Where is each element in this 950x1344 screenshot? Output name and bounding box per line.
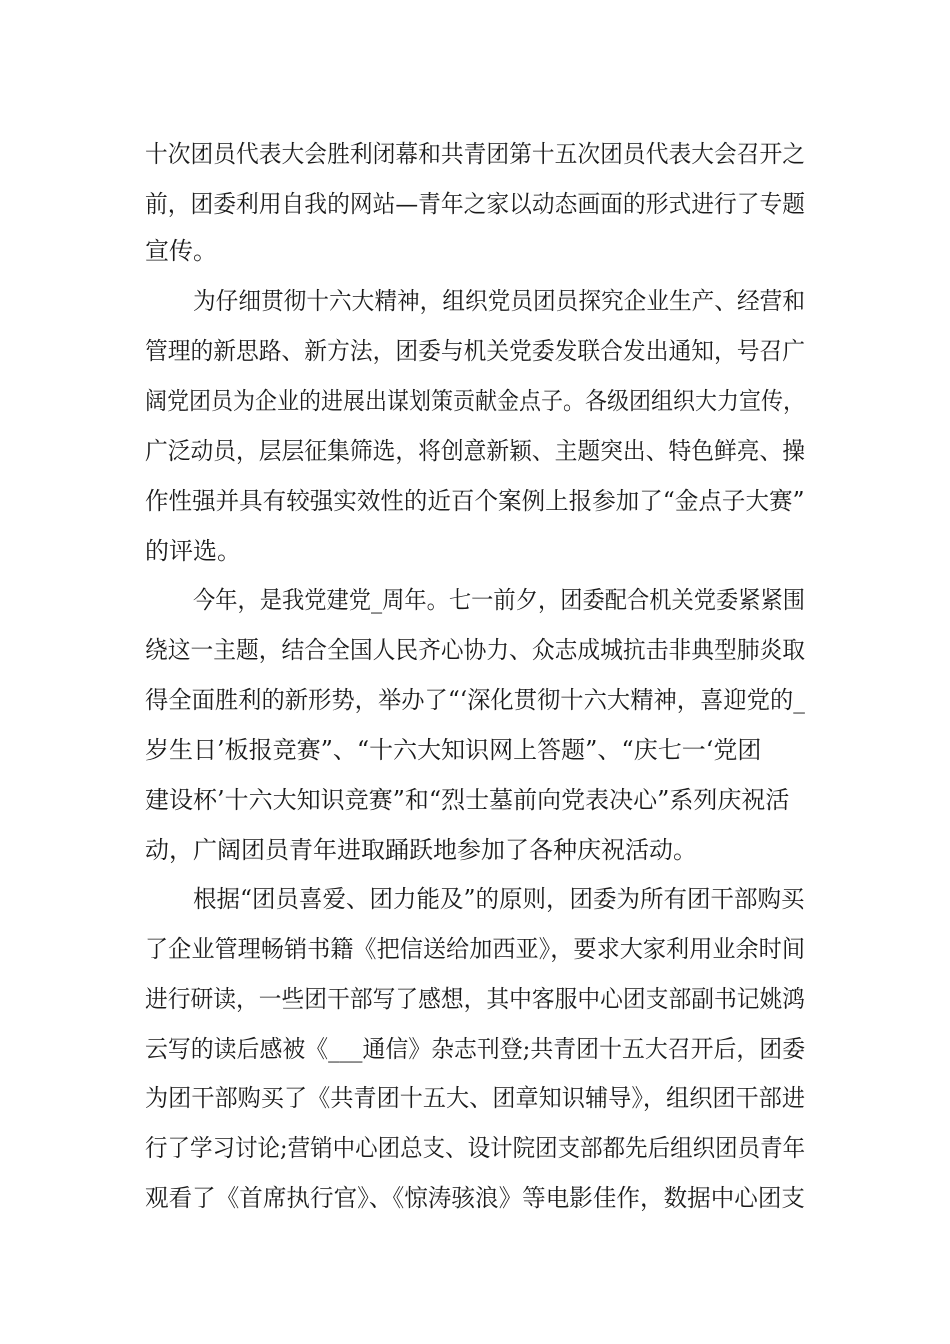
paragraph-4-line-3: 进行研读，一些团干部写了感想，其中客服中心团支部副书记姚鸿 (145, 985, 805, 1013)
paragraph-1-line-2: 前，团委利用自我的网站—青年之家以动态画面的形式进行了专题 (145, 190, 805, 218)
paragraph-2-line-2: 管理的新思路、新方法，团委与机关党委发联合发出通知，号召广 (145, 337, 805, 365)
paragraph-4-line-5: 为团干部购买了《共青团十五大、团章知识辅导》，组织团干部进 (145, 1084, 805, 1112)
paragraph-1-line-1: 十次团员代表大会胜利闭幕和共青团第十五次团员代表大会召开之 (145, 140, 805, 168)
paragraph-3-line-1: 今年，是我党建党_周年。七一前夕，团委配合机关党委紧紧围 (193, 586, 805, 614)
paragraph-2-line-4: 广泛动员，层层征集筛选，将创意新颖、主题突出、特色鲜亮、操 (145, 437, 805, 465)
paragraph-4-line-1: 根据“团员喜爱、团力能及”的原则，团委为所有团干部购买 (193, 885, 805, 913)
paragraph-2-line-5: 作性强并具有较强实效性的近百个案例上报参加了“金点子大赛” (145, 487, 805, 515)
paragraph-1-line-3: 宣传。 (145, 237, 217, 265)
paragraph-2-line-1: 为仔细贯彻十六大精神，组织党员团员探究企业生产、经营和 (193, 287, 805, 315)
paragraph-3-line-6: 动，广阔团员青年进取踊跃地参加了各种庆祝活动。 (145, 836, 697, 864)
paragraph-3-line-4: 岁生日’板报竞赛”、“十六大知识网上答题”、“庆七一‘党团 (145, 736, 762, 764)
paragraph-3-line-3: 得全面胜利的新形势，举办了“‘深化贯彻十六大精神，喜迎党的_ (145, 686, 805, 714)
paragraph-3-line-2: 绕这一主题，结合全国人民齐心协力、众志成城抗击非典型肺炎取 (145, 636, 805, 664)
paragraph-3-line-5: 建设杯’十六大知识竞赛”和“烈士墓前向党表决心”系列庆祝活 (145, 786, 790, 814)
paragraph-2-line-3: 阔党团员为企业的进展出谋划策贡献金点子。各级团组织大力宣传， (145, 387, 805, 415)
paragraph-4-line-7: 观看了《首席执行官》、《惊涛骇浪》等电影佳作，数据中心团支 (145, 1184, 805, 1212)
paragraph-4-line-6: 行了学习讨论;营销中心团总支、设计院团支部都先后组织团员青年 (145, 1134, 806, 1162)
paragraph-4-line-4: 云写的读后感被《___通信》杂志刊登;共青团十五大召开后，团委 (145, 1035, 806, 1063)
paragraph-4-line-2: 了企业管理畅销书籍《把信送给加西亚》，要求大家利用业余时间 (145, 935, 805, 963)
paragraph-2-line-6: 的评选。 (145, 537, 241, 565)
